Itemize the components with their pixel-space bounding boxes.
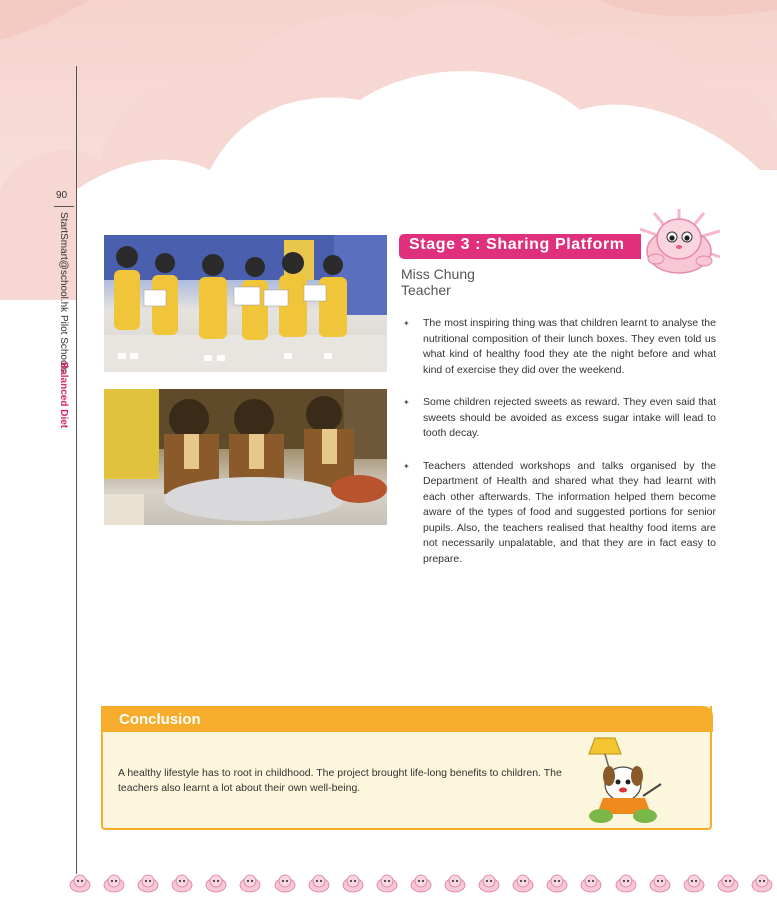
pink-blob-mascot-icon xyxy=(307,872,331,894)
pink-blob-mascot-icon xyxy=(634,207,724,279)
list-item xyxy=(402,395,716,442)
stage-title: Stage 3 : Sharing Platform xyxy=(409,236,625,253)
bullet-diamond-icon: ✦ xyxy=(403,319,410,328)
list-item xyxy=(402,459,716,568)
pink-blob-mascot-icon xyxy=(545,872,569,894)
bullet-text: Teachers attended workshops and talks organised by the Department of Health and shared what they had learnt with each other afterwards. The information helped them become aware of the types of food and suggested portions for senior pupils. Also, the teachers realised that healthy food items are not necessarily unpalatable, and that they are in fact easy to prepare. xyxy=(423,459,716,565)
pink-blob-mascot-icon xyxy=(648,872,672,894)
speaker-name: Miss Chung xyxy=(401,266,475,282)
page-number: 90 xyxy=(56,190,68,201)
pink-blob-mascot-icon xyxy=(682,872,706,894)
pink-blob-mascot-icon xyxy=(409,872,433,894)
pink-blob-mascot-icon xyxy=(477,872,501,894)
pink-blob-mascot-icon xyxy=(375,872,399,894)
dog-mascot-with-umbrella-icon xyxy=(575,736,667,824)
bullet-diamond-icon: ✦ xyxy=(403,398,410,407)
pink-blob-mascot-icon xyxy=(273,872,297,894)
pink-blob-mascot-icon xyxy=(136,872,160,894)
conclusion-text: A healthy lifestyle has to root in childhood. The project brought life-long benefits to children. The teachers also learnt a lot about their own well-being. xyxy=(118,767,562,794)
children-presenting-photo xyxy=(104,235,387,372)
pink-blob-mascot-icon xyxy=(716,872,740,894)
sidebar-topic-text: Balanced Diet xyxy=(58,362,69,429)
speaker-role: Teacher xyxy=(401,282,451,298)
pink-blob-mascot-icon xyxy=(614,872,638,894)
pink-blob-mascot-icon xyxy=(443,872,467,894)
pink-blob-mascot-icon xyxy=(170,872,194,894)
pink-blob-mascot-icon xyxy=(68,872,92,894)
pink-blob-mascot-icon xyxy=(750,872,774,894)
list-item xyxy=(402,316,716,378)
pink-blob-mascot-icon xyxy=(511,872,535,894)
sharing-bullet-list xyxy=(402,316,716,584)
children-preparing-food-photo xyxy=(104,389,387,525)
page-number-rule xyxy=(54,206,74,207)
page-margin-rule xyxy=(76,66,77,874)
pink-blob-mascot-icon xyxy=(341,872,365,894)
conclusion-title: Conclusion xyxy=(119,711,201,728)
pink-blob-mascot-icon xyxy=(204,872,228,894)
pink-blob-mascot-icon xyxy=(238,872,262,894)
bullet-text: The most inspiring thing was that children learnt to analyse the nutritional composition of their lunch boxes. They even told us what kind of healthy food they ate the night before and what kind of exercise they did over the weekend. xyxy=(423,317,716,376)
sidebar-site-text: StartSmart@school.hk Pilot Schools xyxy=(58,212,69,373)
pink-blob-mascot-icon xyxy=(579,872,603,894)
pink-blob-mascot-icon xyxy=(102,872,126,894)
footer-decoration-row xyxy=(68,872,774,894)
bullet-text: Some children rejected sweets as reward. They even said that sweets should be avoided as excess sugar intake will lead to tooth decay. xyxy=(423,396,716,439)
bullet-diamond-icon: ✦ xyxy=(403,461,410,471)
